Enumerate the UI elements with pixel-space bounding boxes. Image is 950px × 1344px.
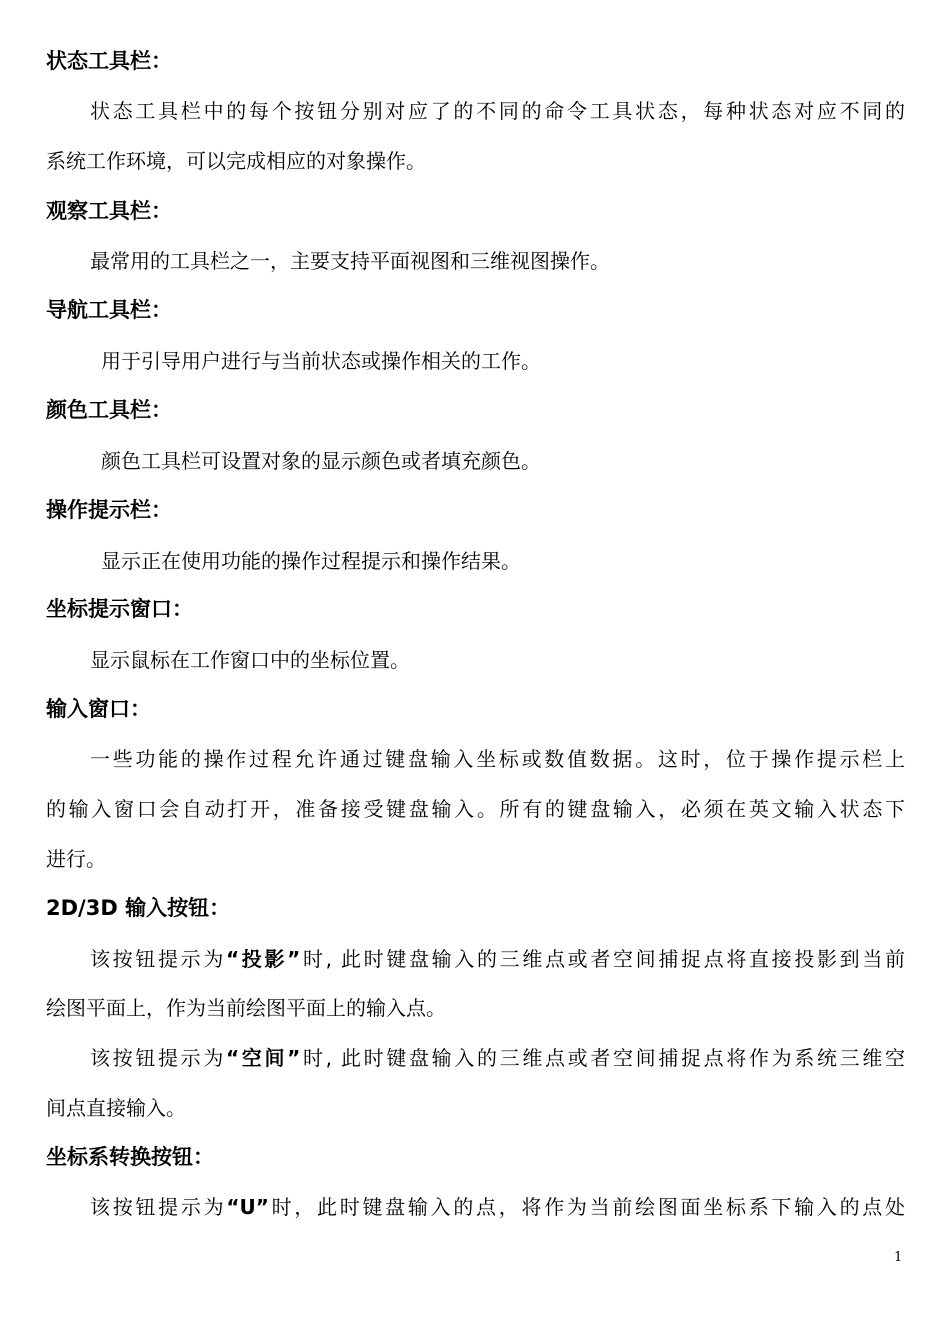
section-heading: 状态工具栏： [46, 49, 172, 73]
text-run: 时, 此时键盘输入的三维点或者空间捕捉点将作为系统三维空 [300, 1046, 905, 1070]
emphasis-term: “空间” [226, 1046, 301, 1070]
paragraph-line: 用于引导用户进行与当前状态或操作相关的工作。 [101, 349, 541, 373]
section-heading: 输入窗口： [46, 697, 151, 721]
section-heading: 导航工具栏： [46, 298, 172, 322]
section-heading: 坐标提示窗口： [46, 597, 193, 621]
paragraph-line: 一些功能的操作过程允许通过键盘输入坐标或数值数据。这时，位于操作提示栏上 [90, 747, 905, 771]
text-run: 时, 此时键盘输入的三维点或者空间捕捉点将直接投影到当前 [300, 947, 905, 971]
paragraph-line: 最常用的工具栏之一，主要支持平面视图和三维视图操作。 [90, 249, 610, 273]
paragraph-line: 的输入窗口会自动打开，准备接受键盘输入。所有的键盘输入，必须在英文输入状态下 [46, 797, 905, 821]
section-heading: 操作提示栏： [46, 498, 172, 522]
emphasis-term: “U” [226, 1195, 269, 1219]
paragraph-line: 间点直接输入。 [46, 1096, 186, 1120]
section-heading: 坐标系转换按钮： [46, 1145, 214, 1169]
paragraph-line: 显示正在使用功能的操作过程提示和操作结果。 [101, 549, 521, 573]
paragraph-line: 系统工作环境，可以完成相应的对象操作。 [46, 149, 426, 173]
page-number: 1 [894, 1250, 903, 1265]
paragraph-line: 颜色工具栏可设置对象的显示颜色或者填充颜色。 [101, 449, 541, 473]
paragraph-line: 状态工具栏中的每个按钮分别对应了的不同的命令工具状态，每种状态对应不同的 [90, 99, 905, 123]
text-run: 时，此时键盘输入的点，将作为当前绘图面坐标系下输入的点处 [268, 1195, 905, 1219]
section-heading: 颜色工具栏： [46, 398, 172, 422]
paragraph-line: 进行。 [46, 847, 106, 871]
paragraph-line: 显示鼠标在工作窗口中的坐标位置。 [90, 648, 410, 672]
emphasis-term: “投影” [226, 947, 301, 971]
paragraph-line [90, 1194, 905, 1220]
text-run: 该按钮提示为 [90, 1046, 226, 1070]
text-run: 该按钮提示为 [90, 947, 226, 971]
paragraph-line: 绘图平面上，作为当前绘图平面上的输入点。 [46, 996, 446, 1020]
paragraph-line [90, 1045, 905, 1071]
paragraph-line [90, 946, 905, 972]
text-run: 该按钮提示为 [90, 1195, 227, 1219]
section-heading: 观察工具栏： [46, 199, 172, 223]
section-heading: 2D/3D 输入按钮： [46, 896, 231, 920]
